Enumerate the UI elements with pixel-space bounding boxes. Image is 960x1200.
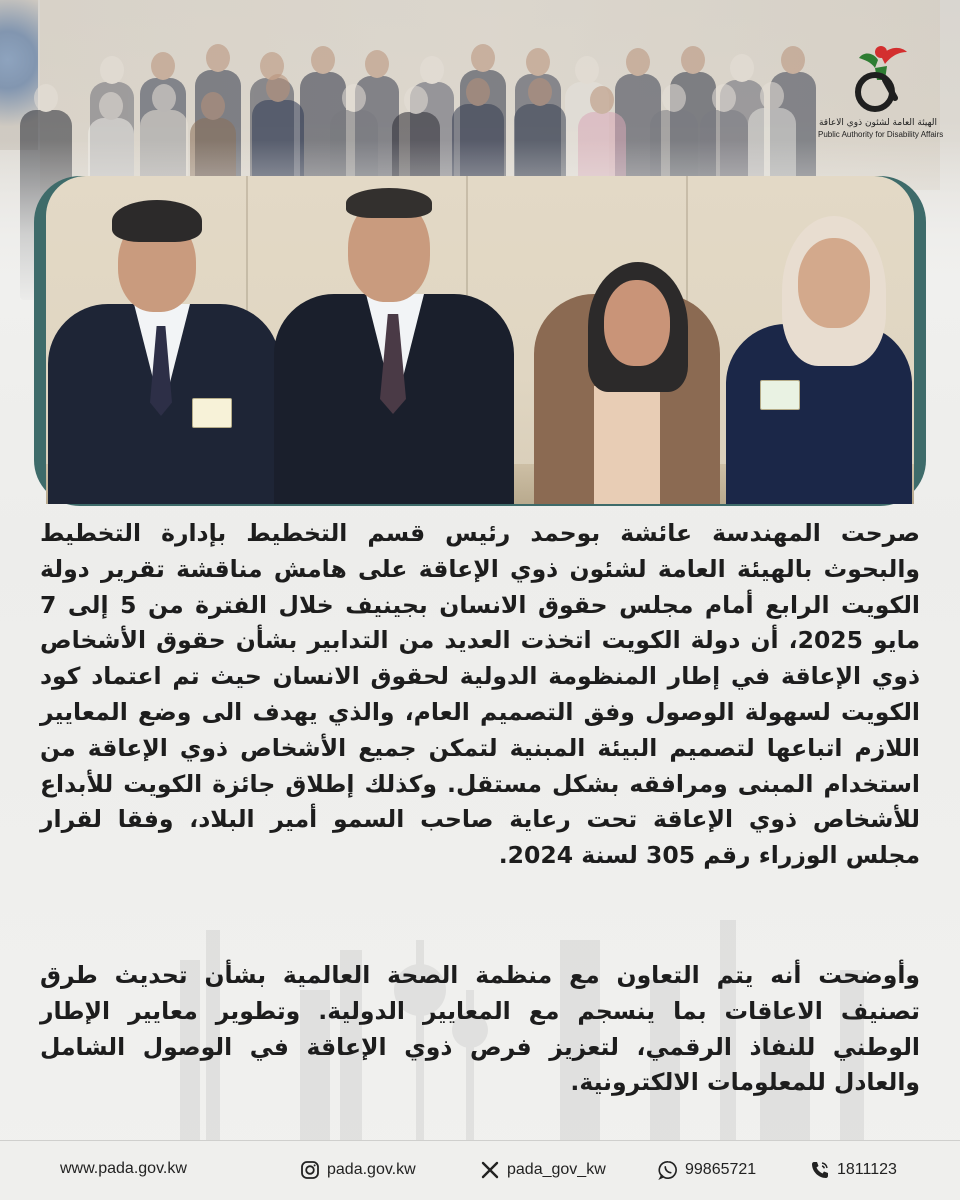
name-badge bbox=[192, 398, 232, 428]
article-paragraph-2: وأوضحت أنه يتم التعاون مع منظمة الصحة العالمية بشأن تحديث طرق تصنيف الاعاقات بما ينسجم مع المعايير الدولية. وتطوير معايير الإطار الوطني للنفاذ الرقمي، لتعزيز فرص ذوي الإعاقة في الوصول الشامل والعادل للمعلومات الالكترونية. bbox=[40, 961, 920, 1097]
footer-whatsapp[interactable] bbox=[658, 1160, 756, 1180]
phone-number[interactable]: 1811123 bbox=[837, 1161, 897, 1178]
whatsapp-number[interactable]: 99865721 bbox=[685, 1161, 757, 1178]
name-badge bbox=[760, 380, 800, 410]
instagram-icon bbox=[300, 1160, 320, 1180]
logo-name-en: Public Authority for Disability Affairs bbox=[818, 130, 944, 139]
logo-name-ar: الهيئة العامة لشئون ذوي الاعاقة bbox=[818, 118, 938, 128]
instagram-handle[interactable]: pada.gov.kw bbox=[327, 1161, 416, 1178]
pada-logo-icon bbox=[845, 40, 911, 112]
x-handle[interactable]: pada_gov_kw bbox=[507, 1161, 606, 1178]
footer bbox=[0, 1140, 960, 1200]
x-icon bbox=[480, 1160, 500, 1180]
website-link[interactable]: www.pada.gov.kw bbox=[60, 1160, 187, 1177]
footer-website[interactable] bbox=[60, 1160, 187, 1178]
footer-x[interactable] bbox=[480, 1160, 606, 1180]
footer-phone[interactable] bbox=[810, 1160, 897, 1180]
whatsapp-icon bbox=[658, 1160, 678, 1180]
main-photo bbox=[46, 176, 914, 504]
footer-instagram[interactable] bbox=[300, 1160, 416, 1180]
phone-icon bbox=[810, 1160, 830, 1180]
pada-logo bbox=[818, 40, 944, 139]
article-paragraph-1: صرحت المهندسة عائشة بوحمد رئيس قسم التخطيط بإدارة التخطيط والبحوث بالهيئة العامة لشئون ذوي الإعاقة على هامش مناقشة تقرير دولة الكويت الرابع أمام مجلس حقوق الانسان بجينيف خلال الفترة من 5 إلى 7 مايو 2025، أن دولة الكويت اتخذت العديد من التدابير بشأن حقوق الأشخاص ذوي الإعاقة في إطار المنظومة الدولية لحقوق الانسان حيث تم اعتماد كود الكويت لسهولة الوصول وفق التصميم العام، والذي يهدف الى وضع المعايير اللازم اتباعها لتصميم البيئة المبنية لتمكن جميع الأشخاص ذوي الإعاقة من استخدام المبنى ومرافقه بشكل مستقل. وكذلك إطلاق جائزة الكويت للأبداع للأشخاص ذوي الإعاقة تحت رعاية صاحب السمو أمير البلاد، وفقا لقرار مجلس الوزراء رقم 305 لسنة 2024. bbox=[40, 519, 920, 870]
